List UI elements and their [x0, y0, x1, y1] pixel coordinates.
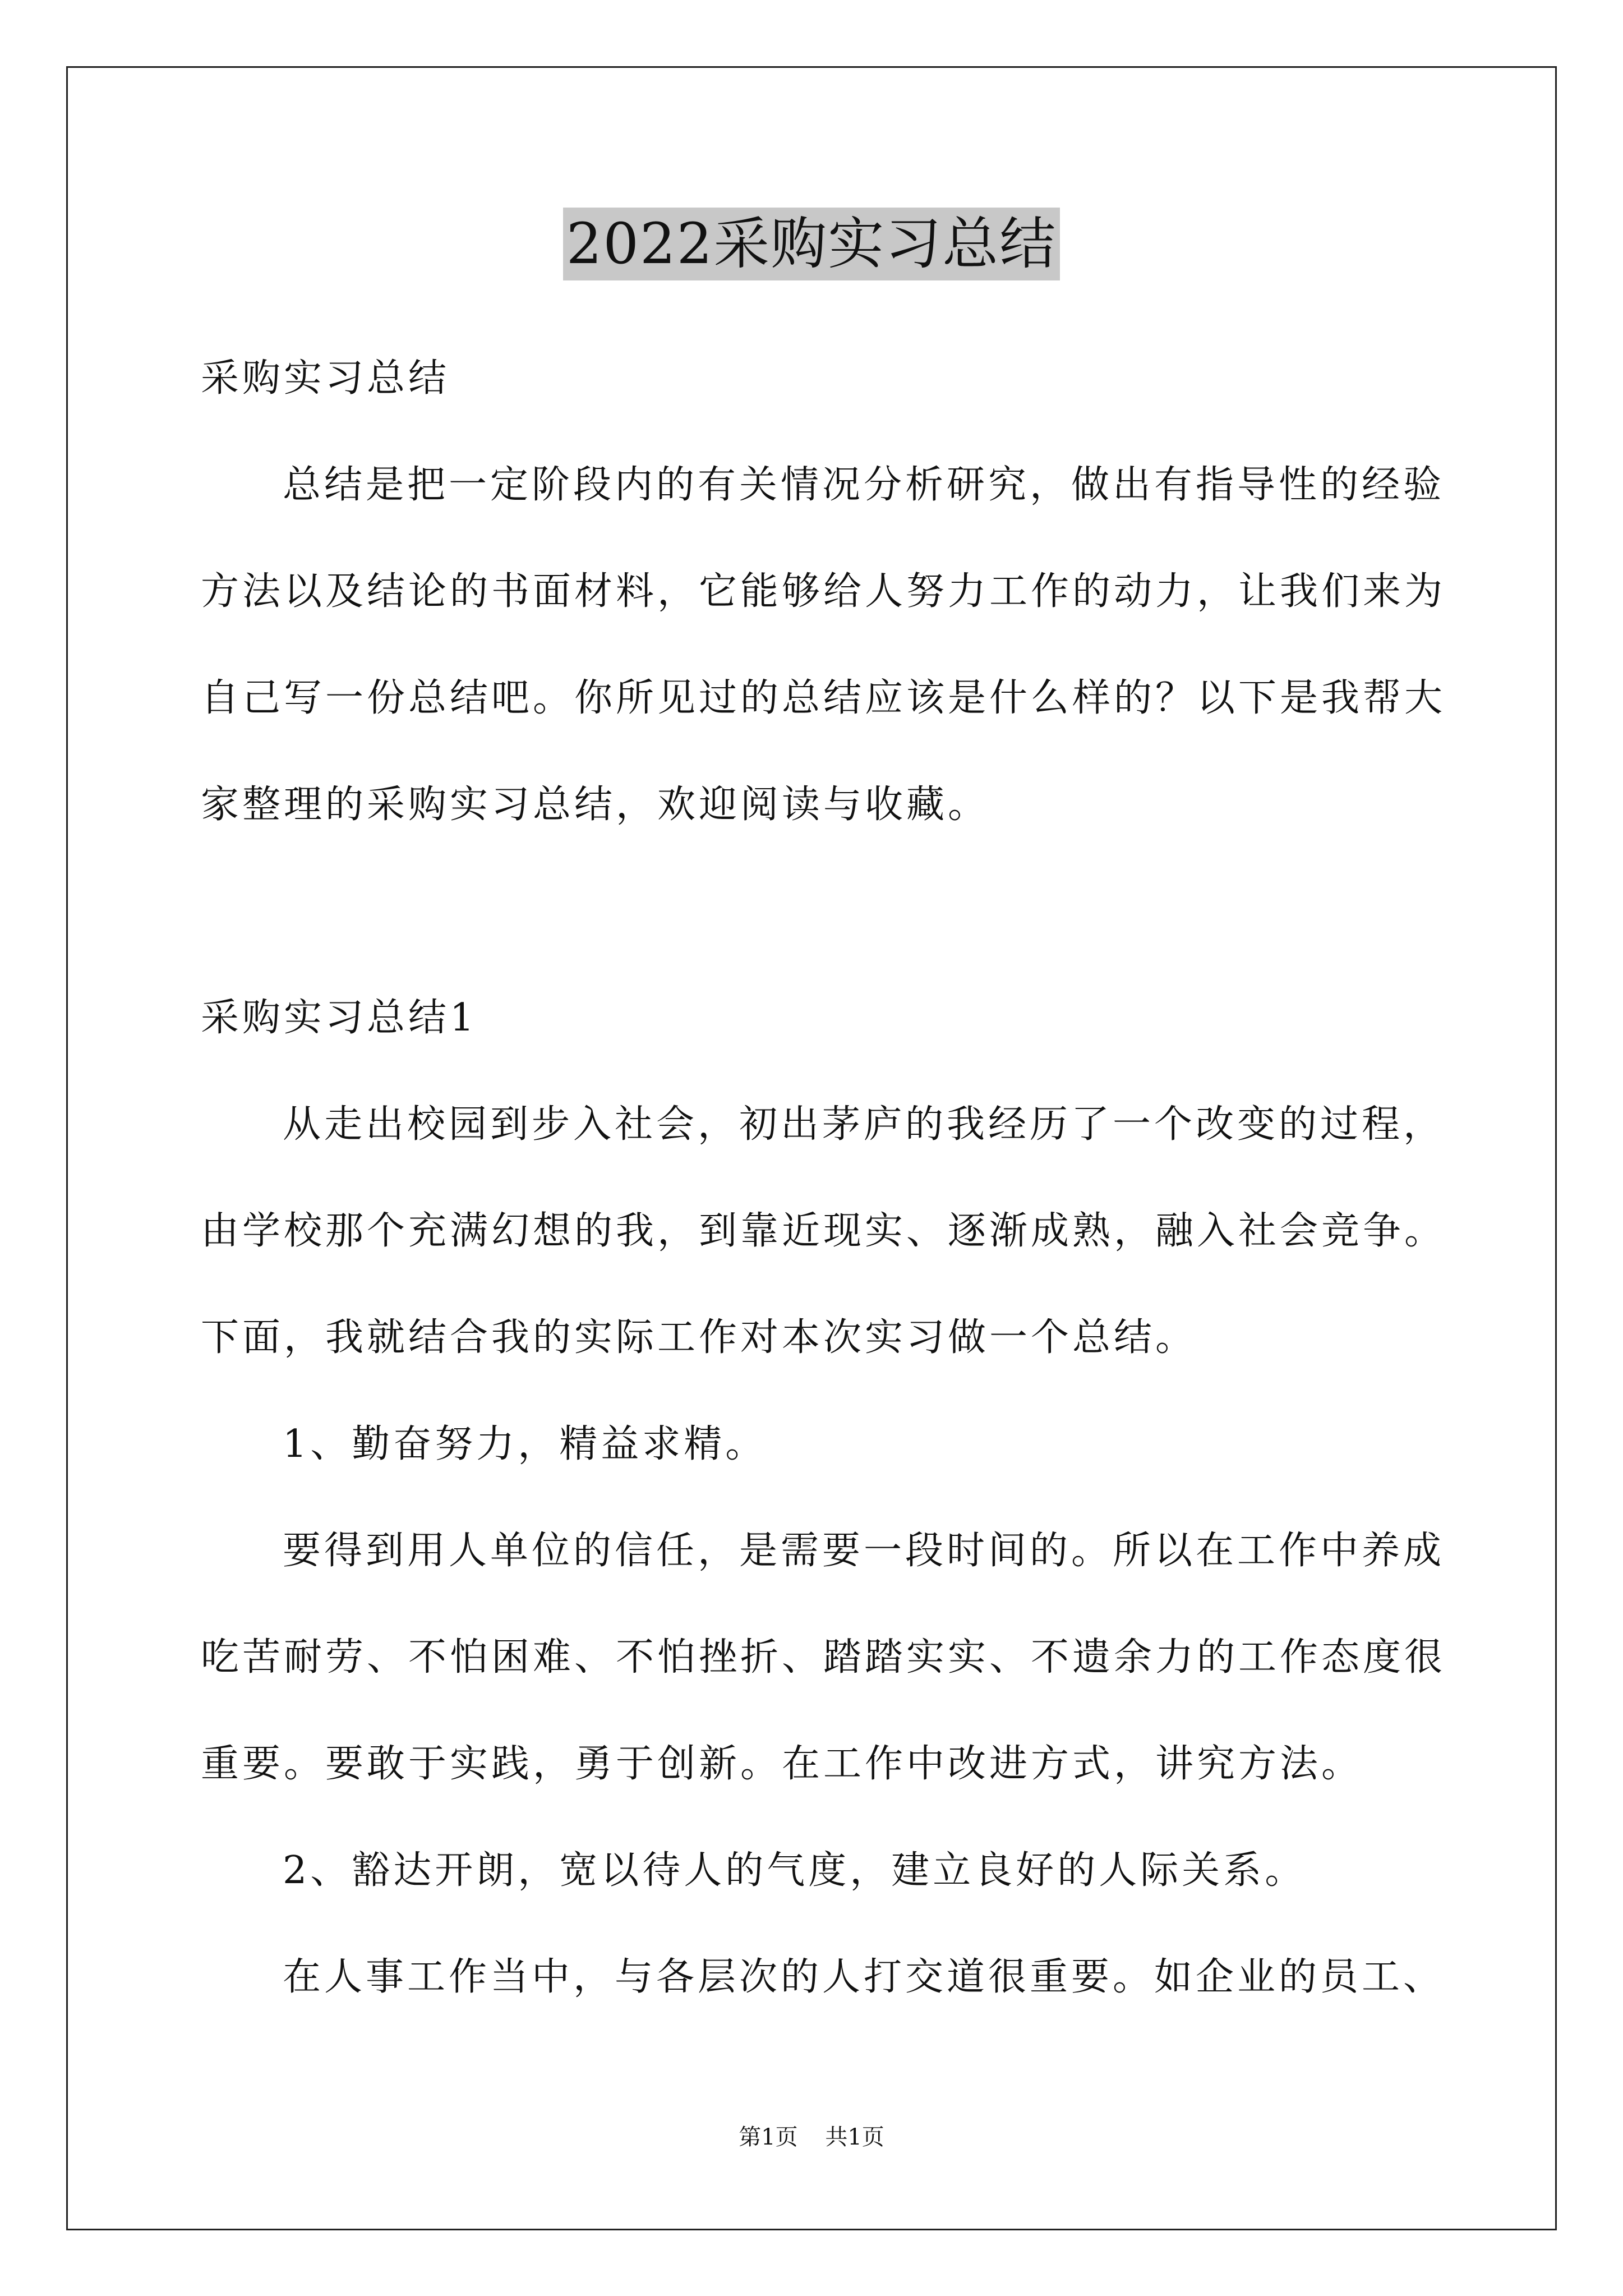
paragraph-line: 自己写一份总结吧。你所见过的总结应该是什么样的？以下是我帮大: [201, 676, 1446, 720]
paragraph-line: 从走出校园到步入社会，初出茅庐的我经历了一个改变的过程，: [283, 1102, 1445, 1147]
page-total: 共1页: [825, 2124, 884, 2150]
paragraph-line: 要得到用人单位的信任，是需要一段时间的。所以在工作中养成: [283, 1529, 1445, 1573]
paragraph-line: 下面，我就结合我的实际工作对本次实习做一个总结。: [201, 1315, 1197, 1360]
page-number: 第1页: [739, 2124, 798, 2150]
paragraph-line: 重要。要敢于实践，勇于创新。在工作中改进方式，讲究方法。: [201, 1742, 1363, 1786]
section-heading: 采购实习总结: [201, 356, 450, 401]
document-title: 2022采购实习总结: [563, 208, 1061, 280]
section-heading: 采购实习总结1: [201, 996, 478, 1040]
list-heading: 1、勤奋努力，精益求精。: [283, 1422, 767, 1466]
page-footer: [0, 2123, 1623, 2151]
paragraph-line: 总结是把一定阶段内的有关情况分析研究，做出有指导性的经验: [283, 463, 1445, 507]
list-heading: 2、豁达开朗，宽以待人的气度，建立良好的人际关系。: [283, 1848, 1307, 1893]
paragraph-line: 方法以及结论的书面材料，它能够给人努力工作的动力，让我们来为: [201, 569, 1446, 614]
paragraph-line: 吃苦耐劳、不怕困难、不怕挫折、踏踏实实、不遗余力的工作态度很: [201, 1635, 1446, 1680]
paragraph-line: 在人事工作当中，与各层次的人打交道很重要。如企业的员工、: [283, 1955, 1445, 1999]
title-container: [0, 208, 1623, 280]
paragraph-line: 由学校那个充满幻想的我，到靠近现实、逐渐成熟，融入社会竞争。: [201, 1209, 1446, 1253]
paragraph-line: 家整理的采购实习总结，欢迎阅读与收藏。: [201, 783, 990, 827]
